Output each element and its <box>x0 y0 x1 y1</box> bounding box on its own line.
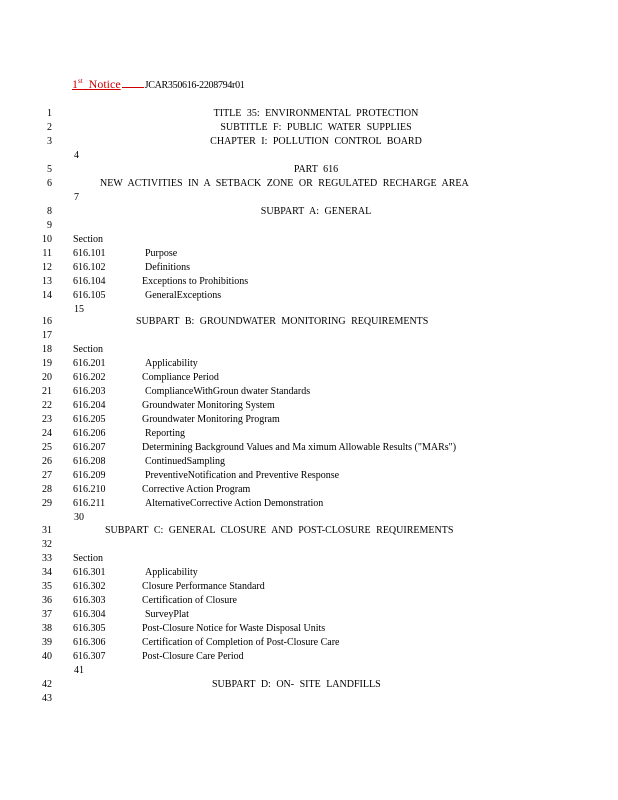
section-number: 616.307 <box>73 651 106 662</box>
section-title: Certification of Closure <box>142 595 237 606</box>
section-title: Groundwater Monitoring Program <box>142 414 280 425</box>
section-title: Exceptions to Prohibitions <box>142 276 249 287</box>
section-title: Closure Performance Standard <box>142 581 265 592</box>
line-number: 40 <box>42 651 52 662</box>
subpart-b-heading: SUBPART B: GROUNDWATER MONITORING REQUIREMENTS <box>136 316 429 327</box>
section-number: 616.203 <box>73 386 106 397</box>
line-number: 1 <box>47 108 52 119</box>
line-43 <box>0 692 618 706</box>
line-number: 19 <box>42 358 52 369</box>
section-title: PreventiveNotification and Preventive Response <box>145 470 340 481</box>
line-41 <box>0 664 618 678</box>
section-label: Section <box>73 234 103 245</box>
subpart-d-heading: SUBPART D: ON- SITE LANDFILLS <box>212 679 381 690</box>
line-3 <box>0 135 618 149</box>
section-number: 616.102 <box>73 262 106 273</box>
line-number: 26 <box>42 456 52 467</box>
line-17 <box>0 329 618 343</box>
line-35 <box>0 580 618 594</box>
line-number: 4 <box>74 150 79 161</box>
subtitle-heading: SUBTITLE F: PUBLIC WATER SUPPLIES <box>220 122 412 133</box>
line-27 <box>0 469 618 483</box>
line-34 <box>0 566 618 580</box>
line-number: 15 <box>74 304 84 315</box>
line-14 <box>0 289 618 303</box>
line-number: 41 <box>74 665 84 676</box>
section-number: 616.211 <box>73 498 106 509</box>
line-number: 24 <box>42 428 52 439</box>
section-title: Reporting <box>145 428 185 439</box>
section-label: Section <box>73 344 103 355</box>
line-8 <box>0 205 618 219</box>
line-7 <box>0 191 618 205</box>
line-number: 11 <box>42 248 52 259</box>
section-number: 616.101 <box>73 248 106 259</box>
section-title: Applicability <box>145 358 198 369</box>
subpart-c-heading: SUBPART C: GENERAL CLOSURE AND POST-CLOSURE REQUIREMENTS <box>105 525 454 536</box>
line-26 <box>0 455 618 469</box>
section-number: 616.305 <box>73 623 106 634</box>
section-number: 616.206 <box>73 428 106 439</box>
line-40 <box>0 650 618 664</box>
section-number: 616.210 <box>73 484 106 495</box>
line-number: 28 <box>42 484 52 495</box>
line-33 <box>0 552 618 566</box>
line-number: 8 <box>47 206 52 217</box>
line-24 <box>0 427 618 441</box>
line-number: 25 <box>42 442 52 453</box>
section-number: 616.303 <box>73 595 106 606</box>
line-number: 22 <box>42 400 52 411</box>
section-title: Post-Closure Care Period <box>142 651 244 662</box>
line-number: 6 <box>47 178 52 189</box>
section-title: AlternativeCorrective Action Demonstration <box>145 498 324 509</box>
section-title: Certification of Completion of Post-Closure Care <box>142 637 340 648</box>
line-31 <box>0 524 618 538</box>
section-number: 616.302 <box>73 581 106 592</box>
line-number: 32 <box>42 539 52 550</box>
section-number: 616.201 <box>73 358 106 369</box>
line-42 <box>0 678 618 692</box>
chapter-heading: CHAPTER I: POLLUTION CONTROL BOARD <box>210 136 422 147</box>
section-number: 616.304 <box>73 609 106 620</box>
line-number: 16 <box>42 316 52 327</box>
section-title: ComplianceWithGroun dwater Standards <box>145 386 311 397</box>
section-title: Applicability <box>145 567 198 578</box>
line-22 <box>0 399 618 413</box>
section-title: GeneralExceptions <box>145 290 222 301</box>
line-number: 17 <box>42 330 52 341</box>
line-number: 23 <box>42 414 52 425</box>
line-number: 38 <box>42 623 52 634</box>
section-title: Definitions <box>145 262 190 273</box>
section-title: Determining Background Values and Ma ximum Allowable Results ("MARs") <box>142 442 457 453</box>
section-title: ContinuedSampling <box>145 456 225 467</box>
part-heading: PART 616 <box>293 164 339 175</box>
section-number: 616.104 <box>73 276 106 287</box>
line-number: 31 <box>42 525 52 536</box>
line-9 <box>0 219 618 233</box>
section-title: Groundwater Monitoring System <box>142 400 275 411</box>
line-5 <box>0 163 618 177</box>
line-number: 14 <box>42 290 52 301</box>
line-number: 21 <box>42 386 52 397</box>
line-number: 35 <box>42 581 52 592</box>
notice-underline <box>122 77 144 88</box>
line-number: 3 <box>47 136 52 147</box>
section-number: 616.306 <box>73 637 106 648</box>
line-number: 9 <box>47 220 52 231</box>
line-number: 10 <box>42 234 52 245</box>
title-heading: TITLE 35: ENVIRONMENTAL PROTECTION <box>213 108 419 119</box>
notice-word: Notice <box>88 77 121 91</box>
line-4 <box>0 149 618 163</box>
section-number: 616.105 <box>73 290 106 301</box>
section-number: 616.202 <box>73 372 106 383</box>
line-30 <box>0 511 618 525</box>
line-number: 34 <box>42 567 52 578</box>
line-6 <box>0 177 618 191</box>
line-11 <box>0 247 618 261</box>
notice-number: 1 <box>72 77 78 91</box>
line-25 <box>0 441 618 455</box>
subpart-a-heading: SUBPART A: GENERAL <box>260 206 372 217</box>
line-number: 39 <box>42 637 52 648</box>
line-number: 43 <box>42 693 52 704</box>
line-number: 13 <box>42 276 52 287</box>
section-number: 616.204 <box>73 400 106 411</box>
notice-label <box>72 77 121 91</box>
section-number: 616.301 <box>73 567 106 578</box>
line-20 <box>0 371 618 385</box>
section-title: Post-Closure Notice for Waste Disposal Units <box>142 623 326 634</box>
part-title: NEW ACTIVITIES IN A SETBACK ZONE OR REGULATED RECHARGE AREA <box>100 178 469 189</box>
line-number: 2 <box>47 122 52 133</box>
line-28 <box>0 483 618 497</box>
line-number: 27 <box>42 470 52 481</box>
line-29 <box>0 497 618 511</box>
line-32 <box>0 538 618 552</box>
line-19 <box>0 357 618 371</box>
section-number: 616.209 <box>73 470 106 481</box>
line-13 <box>0 275 618 289</box>
line-number: 12 <box>42 262 52 273</box>
line-number: 36 <box>42 595 52 606</box>
notice-superscript: st <box>78 77 83 85</box>
line-number: 42 <box>42 679 52 690</box>
section-number: 616.207 <box>73 442 106 453</box>
line-12 <box>0 261 618 275</box>
line-23 <box>0 413 618 427</box>
line-number: 7 <box>74 192 79 203</box>
line-37 <box>0 608 618 622</box>
notice-header <box>72 77 245 92</box>
line-number: 30 <box>74 512 84 523</box>
section-title: Corrective Action Program <box>142 484 251 495</box>
section-title: Compliance Period <box>142 372 219 383</box>
line-number: 20 <box>42 372 52 383</box>
jcar-code: JCAR350616-2208794r01 <box>144 80 245 91</box>
section-number: 616.208 <box>73 456 106 467</box>
section-title: SurveyPlat <box>145 609 189 620</box>
line-number: 18 <box>42 344 52 355</box>
line-number: 5 <box>47 164 52 175</box>
line-21 <box>0 385 618 399</box>
line-36 <box>0 594 618 608</box>
line-number: 29 <box>42 498 52 509</box>
line-18 <box>0 343 618 357</box>
line-10 <box>0 233 618 247</box>
line-number: 33 <box>42 553 52 564</box>
line-16 <box>0 315 618 329</box>
section-number: 616.205 <box>73 414 106 425</box>
line-1 <box>0 107 618 121</box>
line-39 <box>0 636 618 650</box>
line-number: 37 <box>42 609 52 620</box>
section-label: Section <box>73 553 103 564</box>
line-38 <box>0 622 618 636</box>
section-title: Purpose <box>145 248 178 259</box>
line-2 <box>0 121 618 135</box>
